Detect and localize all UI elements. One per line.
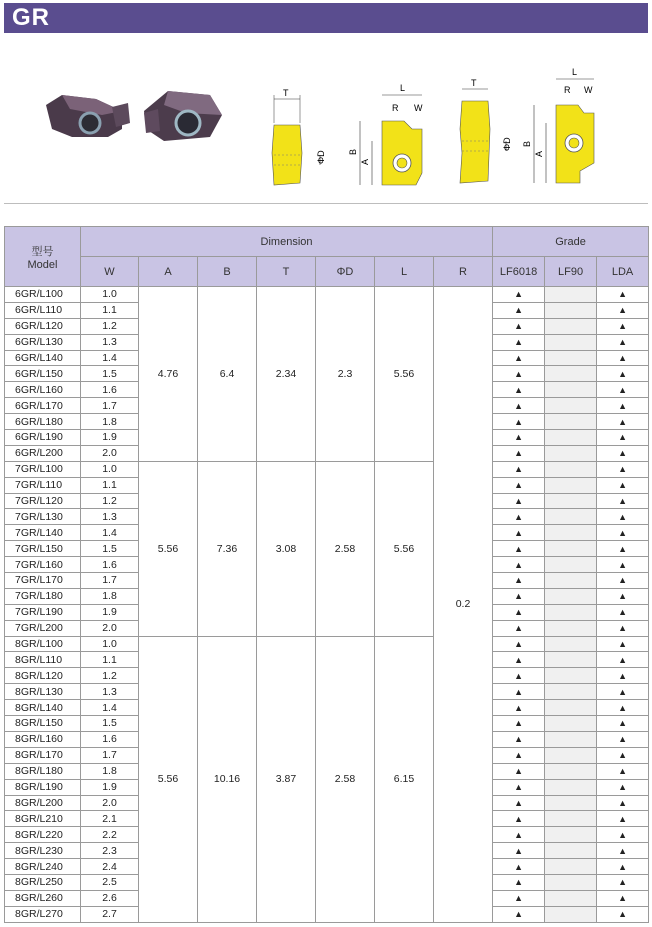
col-lf90: LF90: [545, 257, 597, 287]
grade-lf90-cell: [545, 700, 597, 716]
figure-panel: [4, 33, 648, 204]
dimension-header: Dimension: [81, 227, 493, 257]
model-cell: 8GR/L130: [5, 684, 81, 700]
model-cell: 8GR/L100: [5, 636, 81, 652]
grade-lda-mark: ▲: [597, 398, 649, 414]
model-cell: 6GR/L110: [5, 302, 81, 318]
grade-lf6018-mark: ▲: [493, 827, 545, 843]
dim-b-label-1: B: [348, 148, 358, 155]
grade-lf6018-mark: ▲: [493, 366, 545, 382]
model-cell: 8GR/L230: [5, 843, 81, 859]
grade-lf6018-mark: ▲: [493, 700, 545, 716]
model-cell: 8GR/L190: [5, 779, 81, 795]
insert-side-view-2: [460, 78, 512, 183]
grade-lf6018-mark: ▲: [493, 287, 545, 303]
model-cell: 6GR/L140: [5, 350, 81, 366]
w-cell: 1.7: [81, 573, 139, 589]
grade-lda-mark: ▲: [597, 573, 649, 589]
w-cell: 1.9: [81, 779, 139, 795]
w-cell: 1.4: [81, 700, 139, 716]
l-cell: 6.15: [375, 636, 434, 922]
dim-w-label-1: W: [414, 103, 423, 113]
model-header: [5, 227, 81, 287]
grade-lf90-cell: [545, 445, 597, 461]
grade-lf6018-mark: ▲: [493, 859, 545, 875]
model-cell: 8GR/L260: [5, 890, 81, 906]
model-cell: 7GR/L130: [5, 509, 81, 525]
col-a: A: [139, 257, 198, 287]
w-cell: 2.1: [81, 811, 139, 827]
w-cell: 1.0: [81, 461, 139, 477]
w-cell: 1.8: [81, 763, 139, 779]
w-cell: 2.2: [81, 827, 139, 843]
insert-front-view-2: [522, 67, 594, 183]
grade-lf6018-mark: ▲: [493, 604, 545, 620]
model-cell: 8GR/L150: [5, 716, 81, 732]
d-cell: 2.58: [316, 636, 375, 922]
grade-lda-mark: ▲: [597, 604, 649, 620]
w-cell: 1.4: [81, 525, 139, 541]
grade-lf90-cell: [545, 668, 597, 684]
w-cell: 1.6: [81, 731, 139, 747]
grade-lf90-cell: [545, 302, 597, 318]
grade-lda-mark: ▲: [597, 477, 649, 493]
grade-lf90-cell: [545, 684, 597, 700]
model-cell: 8GR/L120: [5, 668, 81, 684]
grade-lf90-cell: [545, 874, 597, 890]
w-cell: 1.7: [81, 398, 139, 414]
grade-lf90-cell: [545, 763, 597, 779]
grade-lf90-cell: [545, 811, 597, 827]
model-cell: 7GR/L200: [5, 620, 81, 636]
grade-lf6018-mark: ▲: [493, 445, 545, 461]
grade-lf6018-mark: ▲: [493, 906, 545, 922]
d-cell: 2.3: [316, 287, 375, 462]
w-cell: 1.1: [81, 652, 139, 668]
grade-lf6018-mark: ▲: [493, 382, 545, 398]
b-cell: 7.36: [198, 461, 257, 636]
grade-lda-mark: ▲: [597, 859, 649, 875]
w-cell: 1.3: [81, 509, 139, 525]
grade-lf6018-mark: ▲: [493, 684, 545, 700]
a-cell: 4.76: [139, 287, 198, 462]
model-cell: 8GR/L200: [5, 795, 81, 811]
grade-lda-mark: ▲: [597, 318, 649, 334]
grade-lf90-cell: [545, 747, 597, 763]
model-cell: 6GR/L170: [5, 398, 81, 414]
spec-table: [4, 226, 649, 923]
grade-lf6018-mark: ▲: [493, 716, 545, 732]
grade-lf6018-mark: ▲: [493, 509, 545, 525]
table-row: [5, 636, 649, 652]
w-cell: 2.7: [81, 906, 139, 922]
grade-lf90-cell: [545, 541, 597, 557]
d-cell: 2.58: [316, 461, 375, 636]
grade-lf6018-mark: ▲: [493, 668, 545, 684]
grade-lf6018-mark: ▲: [493, 302, 545, 318]
w-cell: 1.2: [81, 668, 139, 684]
grade-lf6018-mark: ▲: [493, 477, 545, 493]
grade-lda-mark: ▲: [597, 509, 649, 525]
grade-lf6018-mark: ▲: [493, 398, 545, 414]
dim-t-label-2: T: [471, 78, 477, 88]
w-cell: 1.8: [81, 414, 139, 430]
model-cell: 8GR/L170: [5, 747, 81, 763]
model-cell: 8GR/L160: [5, 731, 81, 747]
grade-lf6018-mark: ▲: [493, 541, 545, 557]
grade-lf90-cell: [545, 398, 597, 414]
w-cell: 1.9: [81, 604, 139, 620]
grade-lda-mark: ▲: [597, 287, 649, 303]
grade-lf6018-mark: ▲: [493, 652, 545, 668]
model-header-cn: 型号: [31, 245, 54, 258]
grade-lda-mark: ▲: [597, 636, 649, 652]
w-cell: 1.6: [81, 557, 139, 573]
dim-a-label-1: A: [360, 158, 370, 165]
grade-lda-mark: ▲: [597, 588, 649, 604]
w-cell: 1.0: [81, 287, 139, 303]
col-t: T: [257, 257, 316, 287]
grade-lda-mark: ▲: [597, 843, 649, 859]
insert-front-view-1: [348, 83, 423, 185]
dim-l-label-1: L: [400, 83, 406, 93]
grade-lf6018-mark: ▲: [493, 493, 545, 509]
grade-lf6018-mark: ▲: [493, 461, 545, 477]
grade-lda-mark: ▲: [597, 620, 649, 636]
model-cell: 8GR/L270: [5, 906, 81, 922]
grade-lf90-cell: [545, 557, 597, 573]
grade-lf90-cell: [545, 509, 597, 525]
w-cell: 2.4: [81, 859, 139, 875]
grade-lda-mark: ▲: [597, 493, 649, 509]
grade-lf90-cell: [545, 890, 597, 906]
dim-r-label-1: R: [392, 103, 399, 113]
grade-lf6018-mark: ▲: [493, 811, 545, 827]
table-row: [5, 287, 649, 303]
w-cell: 1.4: [81, 350, 139, 366]
col-r: R: [434, 257, 493, 287]
w-cell: 1.5: [81, 366, 139, 382]
grade-lf6018-mark: ▲: [493, 334, 545, 350]
grade-lf90-cell: [545, 779, 597, 795]
grade-lda-mark: ▲: [597, 700, 649, 716]
grade-lf90-cell: [545, 636, 597, 652]
grade-lf6018-mark: ▲: [493, 747, 545, 763]
col-w: W: [81, 257, 139, 287]
grade-lf6018-mark: ▲: [493, 557, 545, 573]
grade-lf90-cell: [545, 716, 597, 732]
grade-lf90-cell: [545, 573, 597, 589]
w-cell: 1.7: [81, 747, 139, 763]
dim-d-label-1: ΦD: [316, 150, 326, 164]
grade-lda-mark: ▲: [597, 414, 649, 430]
model-cell: 7GR/L160: [5, 557, 81, 573]
grade-lda-mark: ▲: [597, 557, 649, 573]
grade-lda-mark: ▲: [597, 779, 649, 795]
grade-lda-mark: ▲: [597, 302, 649, 318]
w-cell: 1.0: [81, 636, 139, 652]
grade-lda-mark: ▲: [597, 382, 649, 398]
grade-lda-mark: ▲: [597, 652, 649, 668]
grade-lf90-cell: [545, 318, 597, 334]
grade-lf90-cell: [545, 588, 597, 604]
l-cell: 5.56: [375, 287, 434, 462]
grade-lf90-cell: [545, 906, 597, 922]
w-cell: 2.5: [81, 874, 139, 890]
w-cell: 1.6: [81, 382, 139, 398]
model-cell: 6GR/L120: [5, 318, 81, 334]
model-cell: 8GR/L210: [5, 811, 81, 827]
col-d: ΦD: [316, 257, 375, 287]
grade-lf90-cell: [545, 382, 597, 398]
grade-lf90-cell: [545, 795, 597, 811]
grade-lda-mark: ▲: [597, 827, 649, 843]
dim-a-label-2: A: [534, 150, 544, 157]
grade-lf6018-mark: ▲: [493, 525, 545, 541]
model-cell: 8GR/L140: [5, 700, 81, 716]
w-cell: 1.2: [81, 318, 139, 334]
grade-lf6018-mark: ▲: [493, 318, 545, 334]
w-cell: 1.1: [81, 302, 139, 318]
grade-lf90-cell: [545, 652, 597, 668]
grade-lf90-cell: [545, 414, 597, 430]
w-cell: 1.9: [81, 430, 139, 446]
model-cell: 7GR/L140: [5, 525, 81, 541]
model-cell: 6GR/L130: [5, 334, 81, 350]
section-header: [4, 3, 648, 33]
model-cell: 6GR/L190: [5, 430, 81, 446]
grade-lda-mark: ▲: [597, 906, 649, 922]
model-cell: 6GR/L100: [5, 287, 81, 303]
dim-d-label-2: ΦD: [502, 137, 512, 151]
dim-b-label-2: B: [522, 140, 532, 147]
model-cell: 7GR/L170: [5, 573, 81, 589]
grade-lf6018-mark: ▲: [493, 588, 545, 604]
grade-lf6018-mark: ▲: [493, 573, 545, 589]
grade-lf90-cell: [545, 604, 597, 620]
insert-illustrations: [4, 33, 648, 203]
grade-lda-mark: ▲: [597, 668, 649, 684]
grade-lf90-cell: [545, 334, 597, 350]
grade-lf90-cell: [545, 366, 597, 382]
grade-lf90-cell: [545, 731, 597, 747]
grade-lf6018-mark: ▲: [493, 620, 545, 636]
grade-lda-mark: ▲: [597, 684, 649, 700]
insert-side-view-1: [272, 88, 326, 185]
model-header-en: Model: [27, 258, 58, 271]
grade-lf90-cell: [545, 461, 597, 477]
grade-lf6018-mark: ▲: [493, 779, 545, 795]
dim-t-label-1: T: [283, 88, 289, 98]
w-cell: 1.2: [81, 493, 139, 509]
grade-lda-mark: ▲: [597, 350, 649, 366]
r-cell: 0.2: [434, 287, 493, 923]
grade-lf90-cell: [545, 430, 597, 446]
grade-lda-mark: ▲: [597, 334, 649, 350]
b-cell: 10.16: [198, 636, 257, 922]
grade-lda-mark: ▲: [597, 366, 649, 382]
w-cell: 2.0: [81, 620, 139, 636]
a-cell: 5.56: [139, 636, 198, 922]
w-cell: 1.3: [81, 334, 139, 350]
t-cell: 2.34: [257, 287, 316, 462]
model-cell: 8GR/L110: [5, 652, 81, 668]
model-cell: 8GR/L250: [5, 874, 81, 890]
grade-lf90-cell: [545, 493, 597, 509]
w-cell: 1.5: [81, 716, 139, 732]
grade-lf90-cell: [545, 827, 597, 843]
grade-lf6018-mark: ▲: [493, 874, 545, 890]
w-cell: 1.1: [81, 477, 139, 493]
w-cell: 1.3: [81, 684, 139, 700]
grade-lf90-cell: [545, 620, 597, 636]
model-cell: 6GR/L180: [5, 414, 81, 430]
col-l: L: [375, 257, 434, 287]
table-row: [5, 461, 649, 477]
col-b: B: [198, 257, 257, 287]
model-cell: 7GR/L120: [5, 493, 81, 509]
model-cell: 6GR/L150: [5, 366, 81, 382]
t-cell: 3.87: [257, 636, 316, 922]
model-cell: 8GR/L180: [5, 763, 81, 779]
grade-lf6018-mark: ▲: [493, 731, 545, 747]
insert-photo-right: [144, 91, 222, 141]
model-cell: 7GR/L110: [5, 477, 81, 493]
w-cell: 2.0: [81, 445, 139, 461]
insert-photo-left: [46, 95, 130, 137]
grade-lda-mark: ▲: [597, 541, 649, 557]
grade-lf6018-mark: ▲: [493, 890, 545, 906]
grade-lf90-cell: [545, 287, 597, 303]
t-cell: 3.08: [257, 461, 316, 636]
grade-lda-mark: ▲: [597, 461, 649, 477]
grade-lf90-cell: [545, 859, 597, 875]
dim-l-label-2: L: [572, 67, 578, 77]
model-cell: 8GR/L220: [5, 827, 81, 843]
grade-lf6018-mark: ▲: [493, 795, 545, 811]
grade-lf90-cell: [545, 525, 597, 541]
model-cell: 6GR/L160: [5, 382, 81, 398]
w-cell: 2.6: [81, 890, 139, 906]
w-cell: 2.0: [81, 795, 139, 811]
grade-lf6018-mark: ▲: [493, 636, 545, 652]
model-cell: 7GR/L150: [5, 541, 81, 557]
model-cell: 8GR/L240: [5, 859, 81, 875]
grade-lda-mark: ▲: [597, 731, 649, 747]
col-lf6018: LF6018: [493, 257, 545, 287]
w-cell: 1.5: [81, 541, 139, 557]
dim-r-label-2: R: [564, 85, 571, 95]
grade-lf6018-mark: ▲: [493, 414, 545, 430]
model-cell: 7GR/L190: [5, 604, 81, 620]
grade-lda-mark: ▲: [597, 430, 649, 446]
grade-lf6018-mark: ▲: [493, 350, 545, 366]
spec-table-body: [5, 287, 649, 923]
model-cell: 6GR/L200: [5, 445, 81, 461]
b-cell: 6.4: [198, 287, 257, 462]
grade-lf90-cell: [545, 477, 597, 493]
grade-lda-mark: ▲: [597, 716, 649, 732]
w-cell: 2.3: [81, 843, 139, 859]
model-cell: 7GR/L180: [5, 588, 81, 604]
section-title: GR: [12, 4, 50, 31]
dim-w-label-2: W: [584, 85, 593, 95]
grade-lda-mark: ▲: [597, 445, 649, 461]
a-cell: 5.56: [139, 461, 198, 636]
w-cell: 1.8: [81, 588, 139, 604]
grade-lf90-cell: [545, 843, 597, 859]
grade-lf6018-mark: ▲: [493, 763, 545, 779]
model-cell: 7GR/L100: [5, 461, 81, 477]
l-cell: 5.56: [375, 461, 434, 636]
grade-lda-mark: ▲: [597, 874, 649, 890]
grade-lf90-cell: [545, 350, 597, 366]
grade-lda-mark: ▲: [597, 811, 649, 827]
col-lda: LDA: [597, 257, 649, 287]
grade-lda-mark: ▲: [597, 763, 649, 779]
grade-header: Grade: [493, 227, 649, 257]
grade-lda-mark: ▲: [597, 525, 649, 541]
grade-lda-mark: ▲: [597, 890, 649, 906]
grade-lda-mark: ▲: [597, 795, 649, 811]
grade-lf6018-mark: ▲: [493, 843, 545, 859]
grade-lda-mark: ▲: [597, 747, 649, 763]
grade-lf6018-mark: ▲: [493, 430, 545, 446]
